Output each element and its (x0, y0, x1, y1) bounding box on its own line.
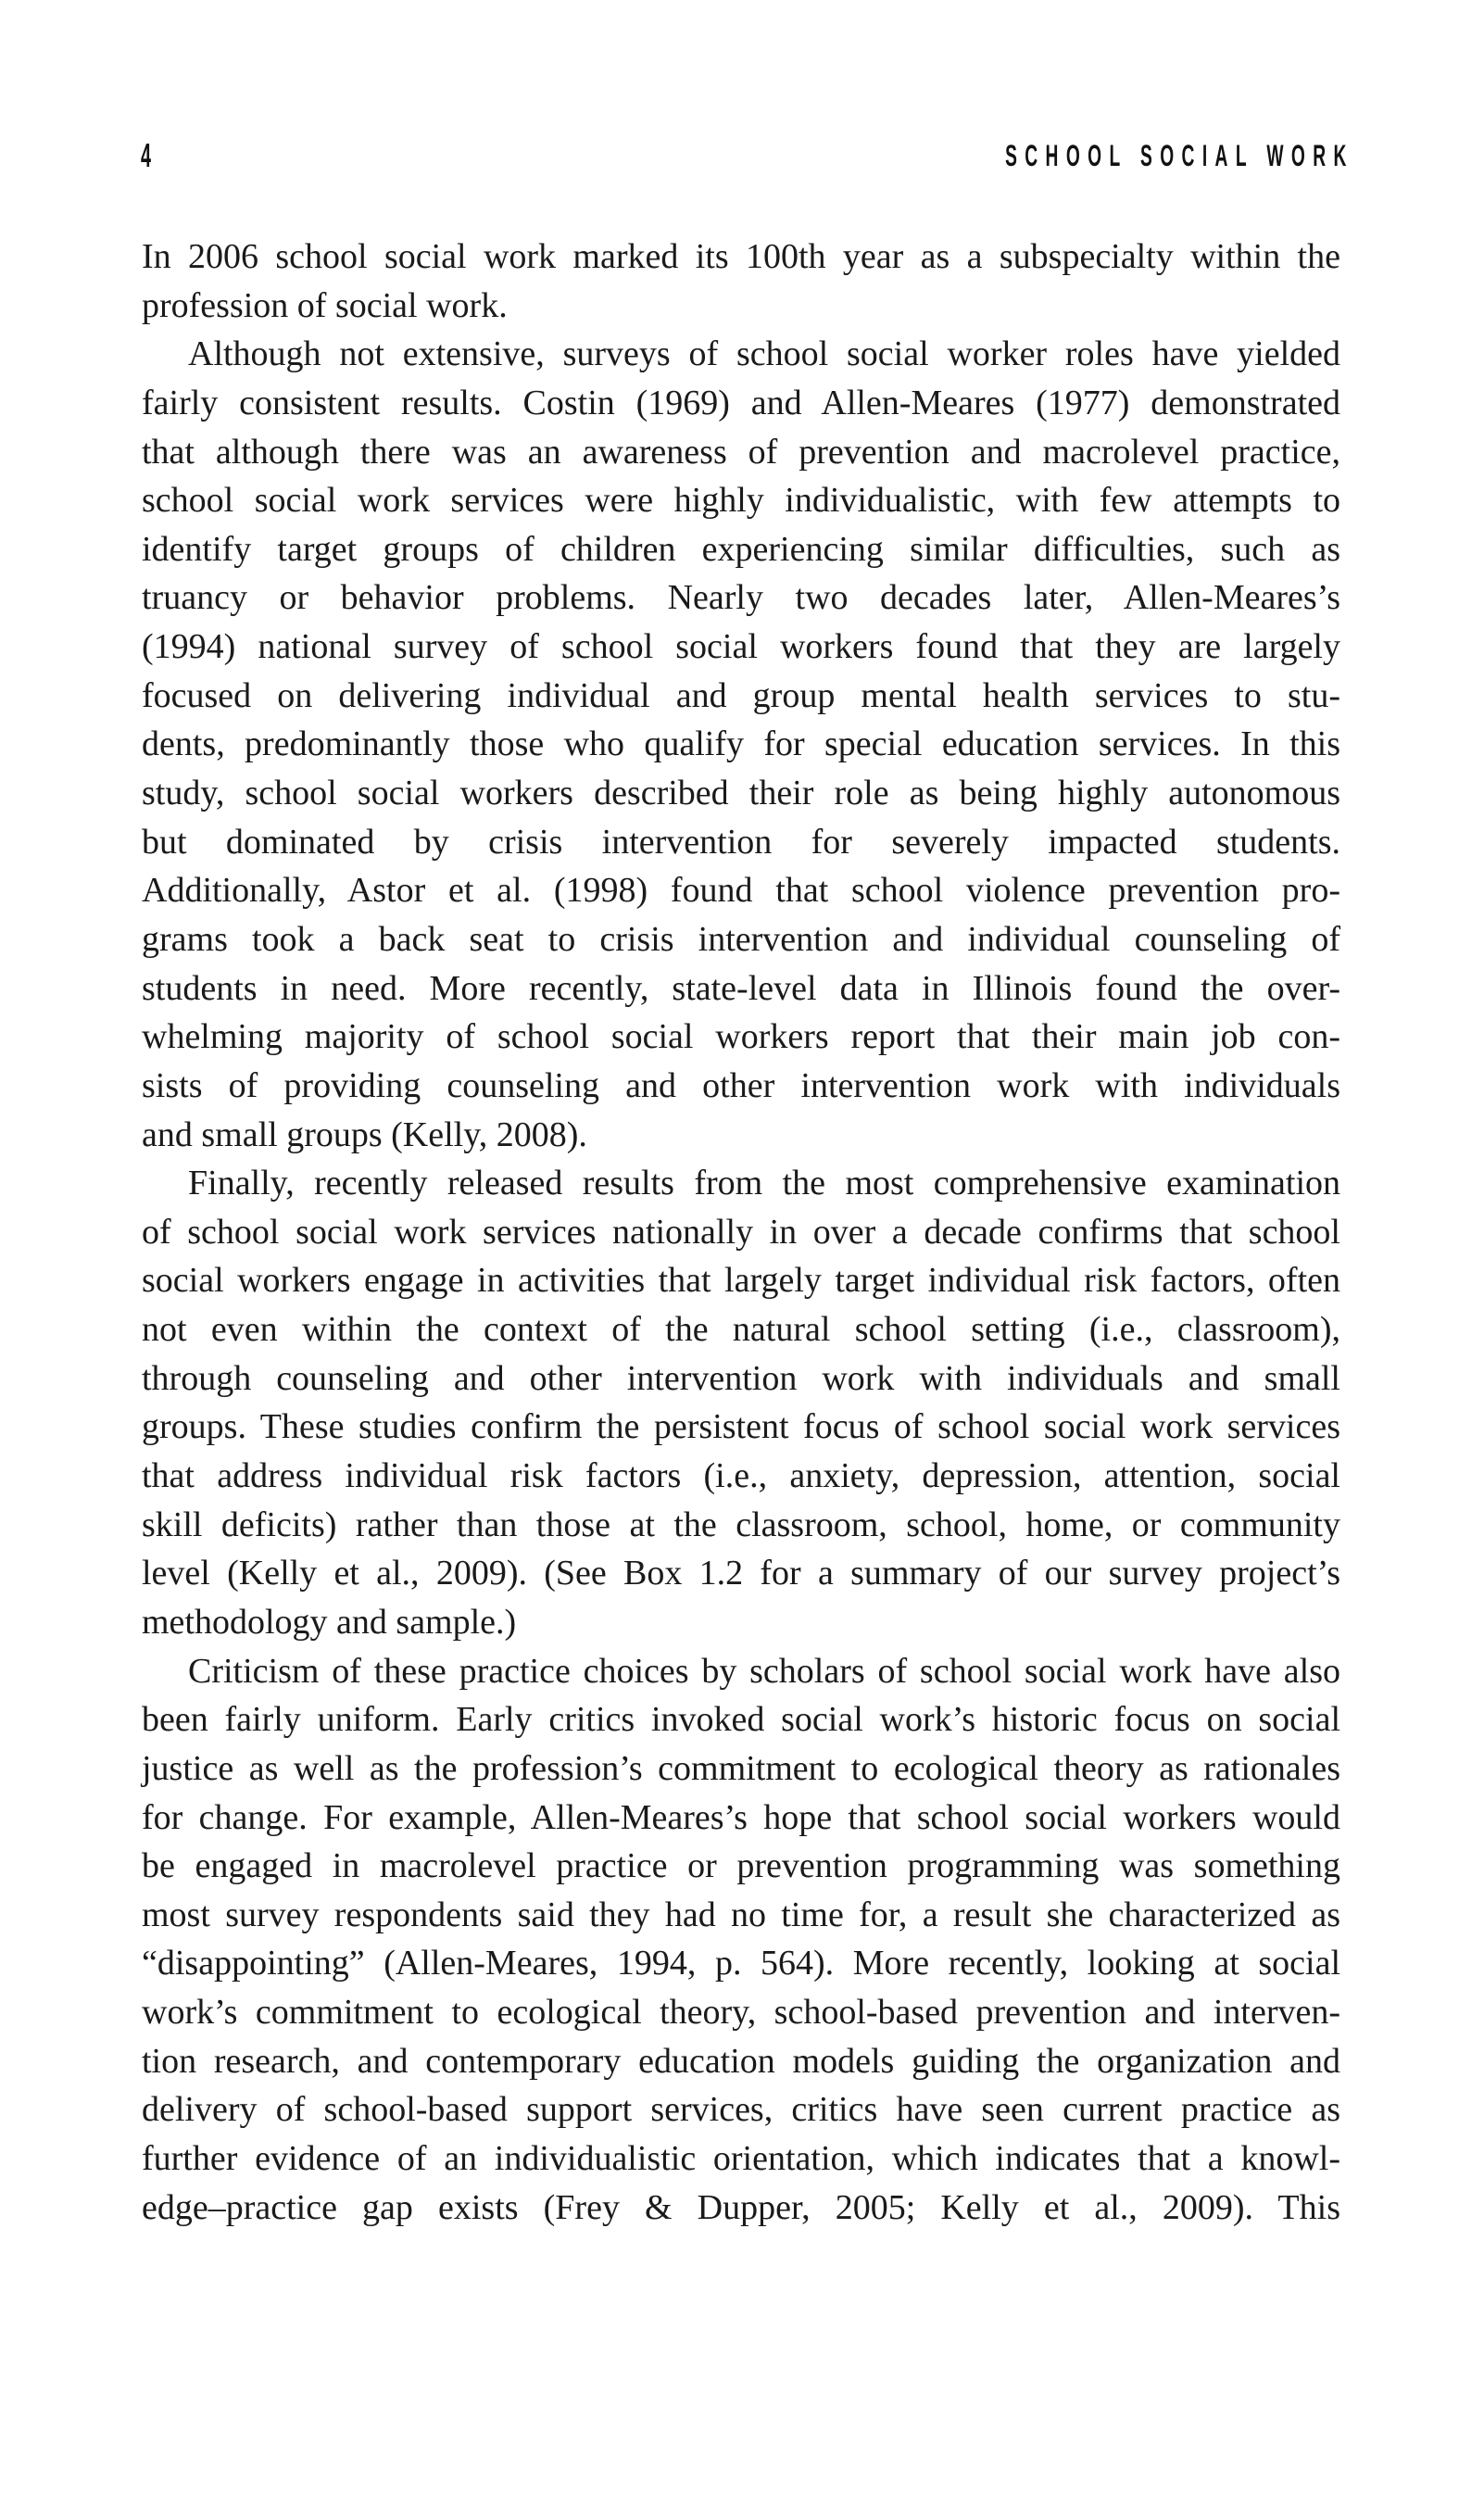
text-line: Although not extensive, surveys of school social worker roles have yielded (188, 334, 1340, 374)
text-line: students in need. More recently, state-level data in Illinois found the over- (142, 968, 1340, 1008)
text-line: be engaged in macrolevel practice or prevention programming was something (142, 1846, 1340, 1886)
paragraph (142, 330, 1340, 1159)
text-line: focused on delivering individual and group mental health services to stu- (142, 675, 1340, 715)
text-line: grams took a back seat to crisis intervention and individual counseling of (142, 919, 1340, 959)
text-line: methodology and sample.) (142, 1602, 517, 1642)
paragraph (142, 1647, 1340, 2233)
text-line: work’s commitment to ecological theory, school-based prevention and interven- (142, 1993, 1340, 2033)
text-line: that address individual risk factors (i.e., anxiety, depression, attention, social (142, 1456, 1340, 1496)
text-line: and small groups (Kelly, 2008). (142, 1114, 587, 1154)
text-line: study, school social workers described their role as being highly autonomous (142, 774, 1340, 813)
text-line: “disappointing” (Allen-Meares, 1994, p. 564). More recently, looking at social (142, 1944, 1340, 1983)
text-line: tion research, and contemporary education models guiding the organization and (142, 2041, 1340, 2081)
text-line: further evidence of an individualistic orientation, which indicates that a knowl- (142, 2138, 1340, 2178)
text-line: school social work services were highly individualistic, with few attempts to (142, 481, 1340, 521)
text-line: through counseling and other intervention work with individuals and small (142, 1358, 1340, 1398)
paragraph (142, 233, 1340, 330)
text-line: Criticism of these practice choices by scholars of school social work have also (188, 1651, 1340, 1691)
text-line: justice as well as the profession’s commitment to ecological theory as rationales (142, 1748, 1340, 1788)
text-line: most survey respondents said they had no time for, a result she characterized as (142, 1895, 1340, 1934)
text-line: level (Kelly et al., 2009). (See Box 1.2 for a summary of our survey project’s (142, 1554, 1340, 1593)
text-line: fairly consistent results. Costin (1969) and Allen-Meares (1977) demonstrated (142, 383, 1340, 422)
paragraph (142, 1159, 1340, 1646)
text-line: not even within the context of the natural school setting (i.e., classroom), (142, 1310, 1340, 1350)
text-line: identify target groups of children experiencing similar difficulties, such as (142, 529, 1340, 569)
text-line: groups. These studies confirm the persistent focus of school social work services (142, 1407, 1340, 1447)
text-line: delivery of school-based support services, critics have seen current practice as (142, 2090, 1340, 2130)
text-line: whelming majority of school social workers report that their main job con- (142, 1017, 1340, 1057)
text-line: social workers engage in activities that largely target individual risk factors, often (142, 1261, 1340, 1301)
text-line: skill deficits) rather than those at the classroom, school, home, or community (142, 1505, 1340, 1544)
text-line: profession of social work. (142, 285, 508, 325)
running-title: SCHOOL SOCIAL WORK (1005, 139, 1354, 172)
text-line: sists of providing counseling and other intervention work with individuals (142, 1065, 1340, 1105)
text-line: of school social work services nationally in over a decade confirms that school (142, 1212, 1340, 1252)
body-text (142, 233, 1340, 2232)
page-number: 4 (141, 136, 152, 174)
text-line: In 2006 school social work marked its 100th year as a subspecialty within the (142, 237, 1340, 276)
text-line: truancy or behavior problems. Nearly two decades later, Allen-Meares’s (142, 578, 1340, 618)
text-line: for change. For example, Allen-Meares’s hope that school social workers would (142, 1797, 1340, 1837)
text-line: but dominated by crisis intervention for severely impacted students. (142, 822, 1340, 862)
text-line: (1994) national survey of school social workers found that they are largely (142, 627, 1340, 667)
text-line: edge–practice gap exists (Frey & Dupper, 2005; Kelly et al., 2009). This (142, 2187, 1340, 2227)
page-header (141, 136, 1354, 174)
text-line: Additionally, Astor et al. (1998) found that school violence prevention pro- (142, 871, 1340, 911)
text-line: Finally, recently released results from the most comprehensive examination (188, 1164, 1340, 1203)
text-line: been fairly uniform. Early critics invoked social work’s historic focus on social (142, 1700, 1340, 1740)
text-line: that although there was an awareness of prevention and macrolevel practice, (142, 432, 1340, 472)
text-line: dents, predominantly those who qualify for special education services. In this (142, 724, 1340, 764)
